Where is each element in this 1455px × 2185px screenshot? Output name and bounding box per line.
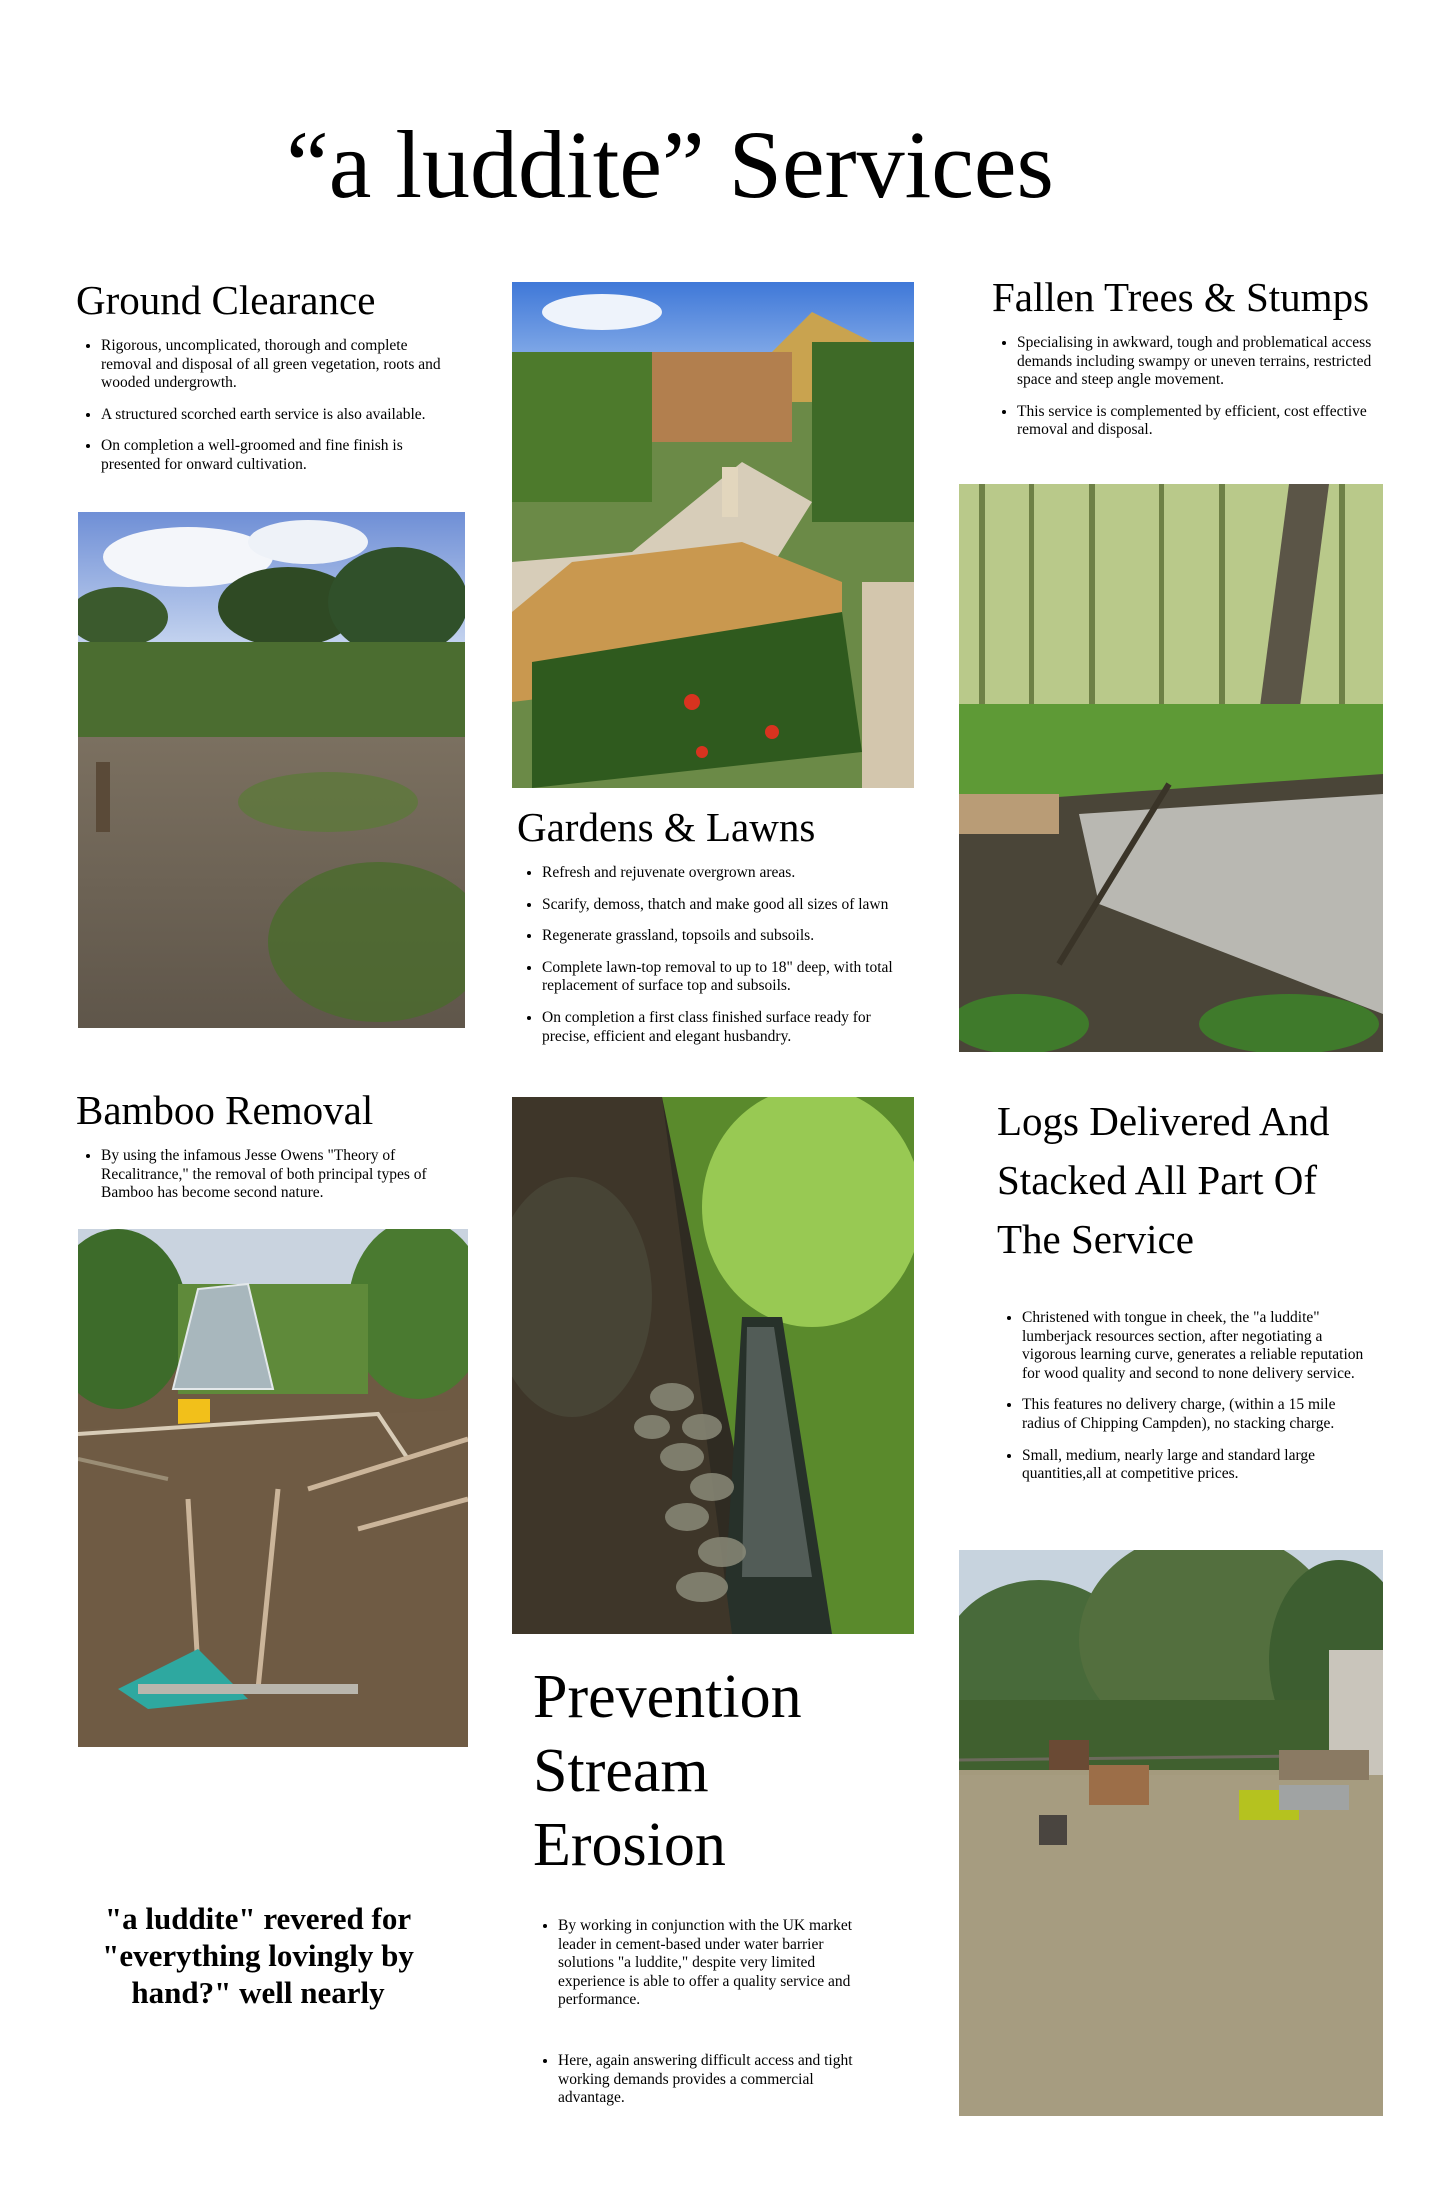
list-item: • Specialising in awkward, tough and problematical access demands including swampy or uneven terrains, restricted space and steep angle movement.: [1017, 334, 1384, 390]
list-item: • Scarify, demoss, thatch and make good all sizes of lawn: [542, 896, 897, 915]
list-item: • Regenerate grassland, topsoils and subsoils.: [542, 927, 897, 946]
section-bamboo-removal: [76, 1088, 456, 1216]
log-delivery-photo: [959, 1550, 1383, 2116]
section-title: Fallen Trees & Stumps: [992, 274, 1370, 320]
ground-clearance-photo: [78, 512, 465, 1028]
section-title: Gardens & Lawns: [517, 804, 816, 850]
section-ground-clearance: [76, 278, 456, 488]
section-title: Bamboo Removal: [76, 1087, 374, 1133]
section-title: Logs Delivered And Stacked All Part Of The Service: [997, 1098, 1330, 1262]
list-item: • Small, medium, nearly large and standard large quantities,all at competitive prices.: [1022, 1447, 1377, 1484]
list-item: • Refresh and rejuvenate overgrown areas.: [542, 864, 897, 883]
section-fallen-trees: [992, 275, 1384, 453]
fallen-tree-photo: [959, 484, 1383, 1052]
bullet-list: [517, 864, 897, 1046]
list-item: • On completion a well-groomed and fine finish is presented for onward cultivation.: [101, 437, 456, 474]
bamboo-removal-photo: [78, 1229, 468, 1747]
list-item: • Complete lawn-top removal to up to 18" deep, with total replacement of surface top and subsoils.: [542, 959, 897, 996]
list-item: • Here, again answering difficult access and tight working demands provides a commercial advantage.: [558, 2052, 878, 2108]
bullet-list: [992, 334, 1384, 440]
list-item: • On completion a first class finished surface ready for precise, efficient and elegant husbandry.: [542, 1009, 897, 1046]
list-item: • Christened with tongue in cheek, the "a luddite" lumberjack resources section, after negotiating a vigorous learning curve, generates a reliable reputation for wood quality and second to none delivery service.: [1022, 1309, 1377, 1383]
list-item: • This service is complemented by efficient, cost effective removal and disposal.: [1017, 403, 1384, 440]
section-stream-erosion-bullets: [533, 1917, 878, 2121]
garden-path-photo: [512, 282, 914, 788]
page-title: “a luddite” Services: [286, 111, 1054, 218]
bullet-list: [533, 1917, 878, 2108]
bullet-list: [997, 1309, 1377, 1484]
list-item: • By working in conjunction with the UK market leader in cement-based under water barrier solutions "a luddite," despite very limited experience is able to offer a quality service and performance.: [558, 1917, 878, 2010]
list-item: • A structured scorched earth service is also available.: [101, 406, 456, 425]
bullet-list: [76, 337, 456, 475]
list-item: • By using the infamous Jesse Owens "Theory of Recalitrance," the removal of both principal types of Bamboo has become second nature.: [101, 1147, 456, 1203]
stream-photo: [512, 1097, 914, 1634]
section-title: Prevention Stream Erosion: [533, 1663, 802, 1879]
section-logs-delivered: [997, 1092, 1377, 1497]
list-item: • This features no delivery charge, (within a 15 mile radius of Chipping Campden), no stacking charge.: [1022, 1396, 1377, 1433]
list-item: • Rigorous, uncomplicated, thorough and complete removal and disposal of all green vegetation, roots and wooded undergrowth.: [101, 337, 456, 393]
section-gardens-lawns: [517, 805, 897, 1059]
section-stream-erosion: [533, 1660, 893, 1882]
tagline-quote: "a luddite" revered for "everything lovingly by hand?" well nearly: [102, 1901, 414, 2010]
section-title: Ground Clearance: [76, 277, 376, 323]
bullet-list: [76, 1147, 456, 1203]
